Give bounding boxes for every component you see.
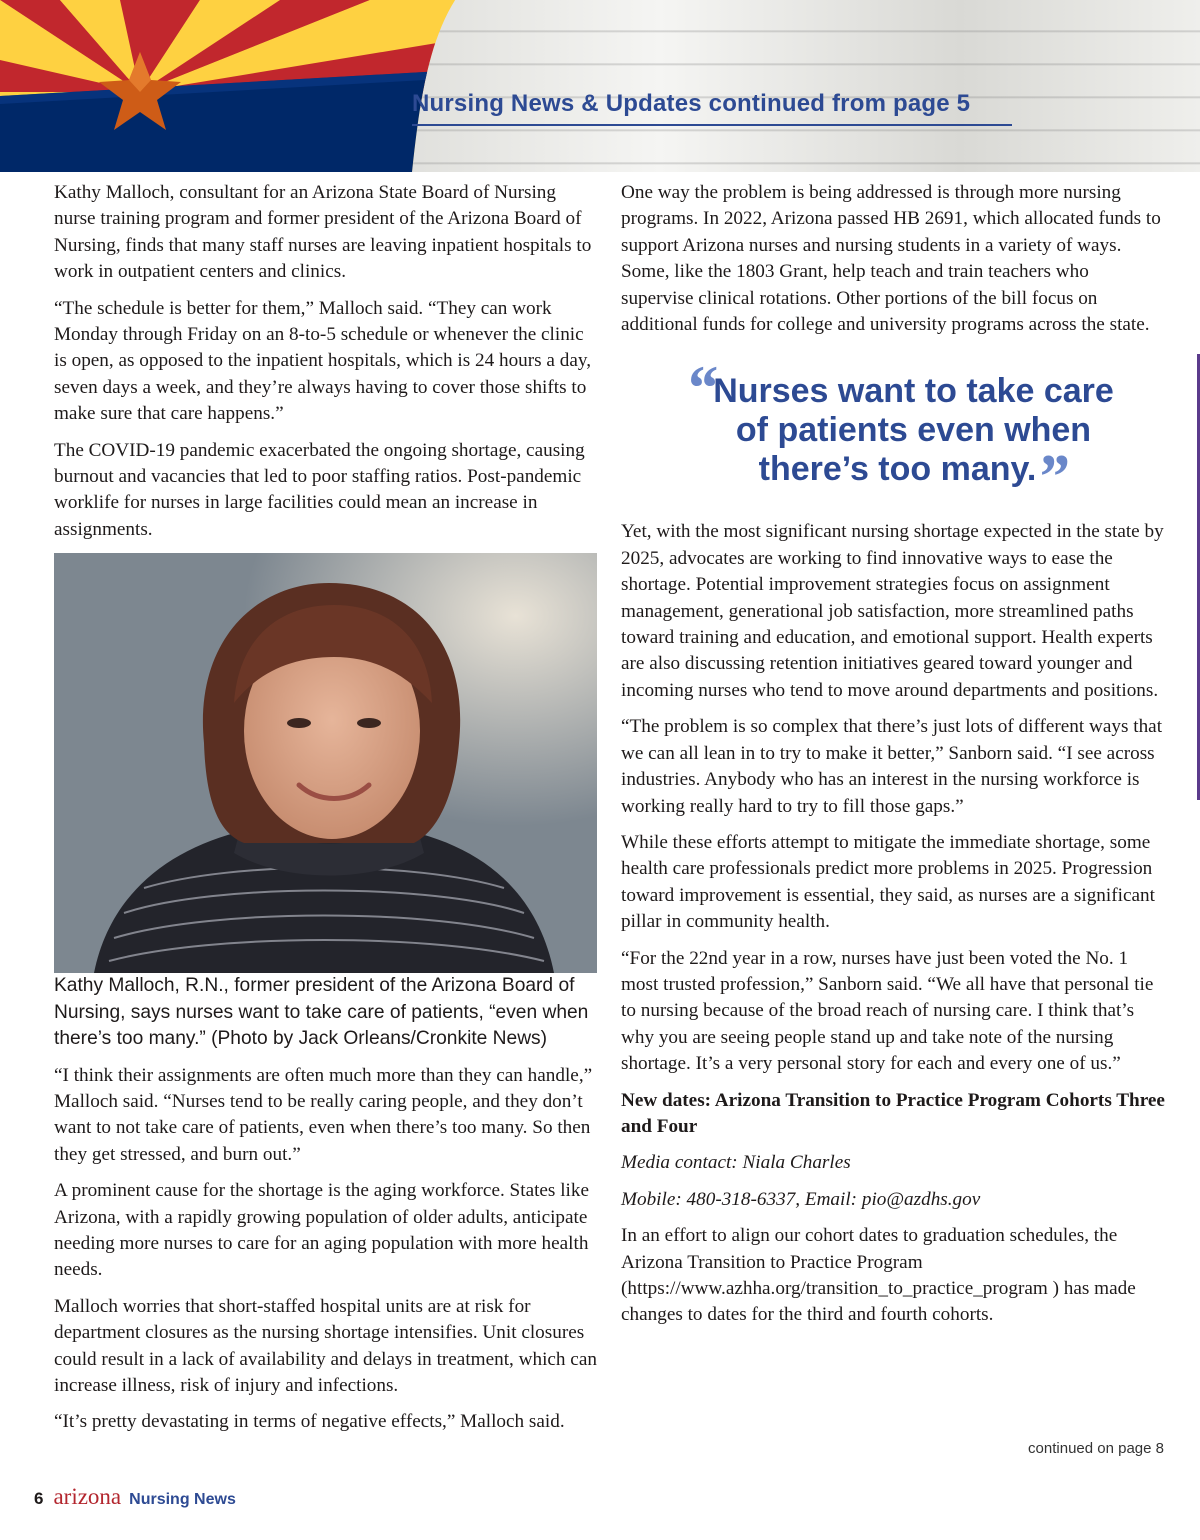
publication-brand: arizona xyxy=(53,1484,122,1509)
pull-quote: “ Nurses want to take care of patients even when there’s too many.” xyxy=(621,372,1166,489)
pull-quote-text: there’s too many. xyxy=(758,450,1037,489)
press-release-headline: New dates: Arizona Transition to Practice Program Cohorts Three and Four xyxy=(621,1089,1165,1137)
page-footer xyxy=(34,1484,236,1510)
header-banner xyxy=(0,0,1200,172)
left-column xyxy=(54,180,599,1446)
body-paragraph: While these efforts attempt to mitigate the immediate shortage, some health care professionals predict more problems in 2025. Progression toward improvement is essential, they said, as nurses are a significant pillar in community health. xyxy=(621,831,1155,933)
body-paragraph: The COVID-19 pandemic exacerbated the ongoing shortage, causing burnout and vacancies that led to poor staffing ratios. Post-pandemic worklife for nurses in large facilities could mean an increase in assignments. xyxy=(54,439,585,540)
pull-quote-line-last xyxy=(661,441,1166,513)
photo-caption: Kathy Malloch, R.N., former president of the Arizona Board of Nursing, says nurses want to take care of patients, “even when there’s too many.” (Photo by Jack Orleans/Cronkite News) xyxy=(54,975,589,1050)
media-contact: Media contact: Niala Charles xyxy=(621,1152,851,1174)
pull-quote-line: Nurses want to take care xyxy=(713,372,1114,411)
body-paragraph: “It’s pretty devastating in terms of negative effects,” Malloch said. xyxy=(54,1411,565,1433)
press-release xyxy=(621,1088,1166,1214)
body-paragraph: “I think their assignments are often much more than they can handle,” Malloch said. “Nurses tend to be really caring people, and they don’t want to not take care of patients, even when there’s too many. So then they get stressed, and burn out.” xyxy=(54,1064,593,1165)
body-paragraph: One way the problem is being addressed is through more nursing programs. In 2022, Arizona passed HB 2691, which allocated funds to support Arizona nurses and nursing students in a variety of ways. Some, like the 1803 Grant, help teach and train teachers who supervise clinical rotations. Other portions of the bill focus on additional funds for college and university programs across the state. xyxy=(621,182,1161,336)
continued-notice: continued on page 8 xyxy=(1028,1440,1164,1457)
page-number: 6 xyxy=(34,1489,44,1508)
portrait-photo xyxy=(54,553,597,973)
body-paragraph: “The schedule is better for them,” Malloch said. “They can work Monday through Friday on an 8-to-5 schedule or whenever the clinic is open, as opposed to the inpatient hospitals, which is 24 hours a day, seven days a week, and they’re always having to cover those shifts to make sure that care happens.” xyxy=(54,297,591,425)
body-paragraph: “For the 22nd year in a row, nurses have just been voted the No. 1 most trusted profession,” Sanborn said. “We all have that personal tie to nursing because of the broad reach of nursing care. I think that’s why you are seeing people stand up and take note of the nursing shortage. It’s a very personal story for each and every one of us.” xyxy=(621,947,1154,1075)
body-paragraph: Kathy Malloch, consultant for an Arizona State Board of Nursing nurse training program and former president of the Arizona Board of Nursing, finds that many staff nurses are leaving inpatient hospitals to work in outpatient centers and clinics. xyxy=(54,182,592,283)
publication-name: Nursing News xyxy=(129,1491,236,1508)
body-paragraph: In an effort to align our cohort dates to graduation schedules, the Arizona Transition to Practice Program (https://www.azhha.org/transition_to_practice_program ) has made changes to dates for the third and fourth cohorts. xyxy=(621,1225,1136,1326)
contact-details: Mobile: 480-318-6337, Email: pio@azdhs.gov xyxy=(621,1188,981,1210)
body-paragraph: A prominent cause for the shortage is the aging workforce. States like Arizona, with a rapidly growing population of older adults, anticipate needing more nurses to care for an aging population with more health needs. xyxy=(54,1180,589,1281)
close-quote-mark: ” xyxy=(1036,441,1069,513)
section-header-title: Nursing News & Updates continued from page 5 xyxy=(412,90,971,117)
body-paragraph: “The problem is so complex that there’s just lots of different ways that we can all lean in to try to make it better,” Sanborn said. “I see across industries. Anybody who has an interest in the nursing workforce is working really hard to try to fill those gaps.” xyxy=(621,716,1163,817)
right-column xyxy=(621,180,1166,1339)
header-underline xyxy=(412,124,1012,126)
pull-quote-line: of patients even when xyxy=(735,411,1092,450)
portrait-illustration xyxy=(54,553,597,973)
body-paragraph: Yet, with the most significant nursing shortage expected in the state by 2025, advocates are working to find innovative ways to ease the shortage. Potential improvement strategies focus on assignment management, generational job satisfaction, more streamlined paths toward training and education, and emotional support. Health experts are also discussing retention initiatives geared toward younger and incoming nurses who tend to move around departments and positions. xyxy=(621,521,1164,701)
arizona-flag-graphic xyxy=(0,0,460,172)
body-paragraph: Malloch worries that short-staffed hospital units are at risk for department closures as the nursing shortage intensifies. Unit closures could result in a lack of availability and delays in treatment, which can increase illness, risk of injury and infections. xyxy=(54,1295,597,1396)
